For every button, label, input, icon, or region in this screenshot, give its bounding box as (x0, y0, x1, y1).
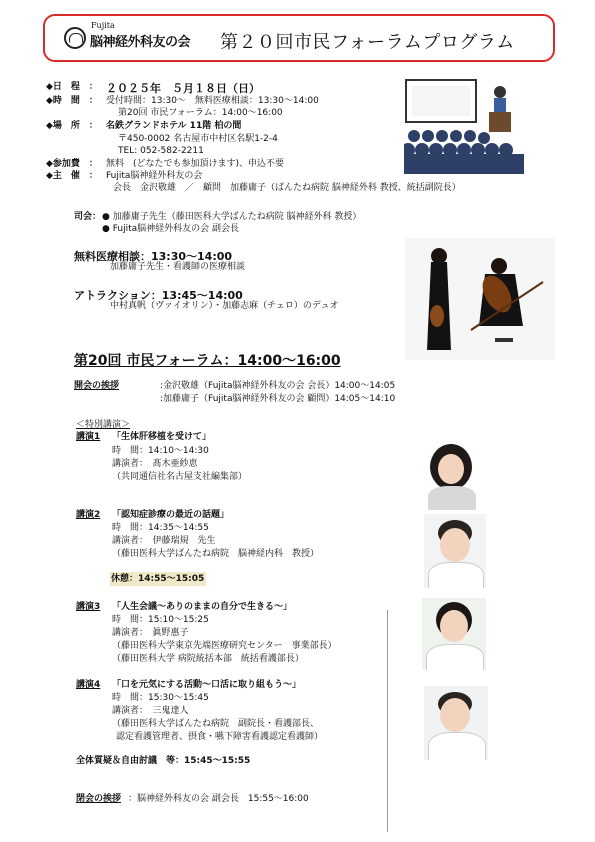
lecture-1-affiliation: （共同通信社名古屋支社編集部） (112, 472, 248, 482)
page-title: 第２０回市民フォーラムプログラム (220, 32, 515, 53)
divider-line (387, 610, 388, 832)
lecturer-2-photo (424, 514, 486, 588)
opening-line-2: :加藤庸子（Fujita脳神経外科友の会 顧問）14:05～14:10 (160, 394, 396, 404)
logo-small-text: Fujita (91, 21, 115, 30)
lecture-2-speaker: 講演者： 伊藤瑞規 先生 (112, 536, 216, 546)
logo-icon (64, 27, 86, 49)
opening-line-1: :金沢敬雄（Fujita脳神経外科友の会 会長）14:00～14:05 (160, 381, 396, 391)
lecture-1-label: 講演1 (76, 432, 101, 442)
place-line-3: TEL: 052-582-2211 (118, 146, 204, 156)
consult-title: 無料医療相談：13:30～14:00 (74, 250, 233, 263)
presentation-illustration-icon (404, 78, 524, 174)
attraction-title: アトラクション：13:45～14:00 (74, 289, 243, 302)
lecture-3-label: 講演3 (76, 602, 101, 612)
lecture-2-title: 「認知症診療の最近の話題」 (112, 510, 230, 520)
lecture-4-affiliation-2: 認定看護管理者、摂食・嚥下障害看護認定看護師） (116, 732, 324, 742)
host-line-2: 会長 金沢敬雄 ／ 顧問 加藤庸子（ばんたね病院 脳神経外科 教授、統括副院長） (113, 183, 461, 193)
lecturer-4-photo (424, 686, 488, 760)
lecture-1-title: 「生体肝移植を受けて」 (112, 432, 212, 442)
lecture-3-affiliation-1: （藤田医科大学東京先端医療研究センター 事業部長） (112, 641, 337, 651)
lecture-4-time: 時 間：15:30～15:45 (112, 693, 209, 703)
fee-label: ◆参加費 ： (46, 159, 98, 169)
closing-text: ：脳神経外科友の会 副会長 15:55～16:00 (128, 794, 309, 804)
lecturer-1-photo (422, 440, 482, 510)
time-line-2: 第20回 市民フォーラム：14:00～16:00 (118, 108, 283, 118)
lecture-3-title: 「人生会議～ありのままの自分で生きる～」 (112, 602, 293, 612)
lecture-4-label: 講演4 (76, 680, 101, 690)
place-line-2: 〒450-0002 名古屋市中村区名駅1-2-4 (118, 134, 278, 144)
consult-desc: 加藤庸子先生・看護師の医療相談 (110, 262, 246, 272)
date-value: ２０２５年 ５月１８日（日） (106, 82, 260, 95)
lecture-2-label: 講演2 (76, 510, 101, 520)
lecture-4-speaker: 講演者： 三鬼達人 (112, 706, 189, 716)
break-time: 休憩：14:55～15:05 (111, 574, 205, 584)
place-label: ◆場 所 ： (46, 121, 98, 131)
lecture-1-time: 時 間：14:10～14:30 (112, 446, 209, 456)
musicians-photo (405, 238, 555, 360)
mc-label: 司会： (74, 212, 102, 222)
time-label: ◆時 間 ： (46, 96, 98, 106)
time-line-1: 受付時間：13:30～ 無料医療相談：13:30～14:00 (106, 96, 319, 106)
mc-line-1: ● 加藤庸子先生（藤田医科大学ばんたね病院 脳神経外科 教授） (102, 212, 362, 222)
fee-value: 無料 (どなたでも参加頂けます)、申込不要 (106, 159, 285, 169)
attraction-desc: 中村真帆（ヴァイオリン）・加藤志麻（チェロ）のデュオ (110, 301, 339, 311)
special-lecture-heading: ＜特別講演＞ (76, 420, 131, 430)
lecturer-3-photo (422, 598, 486, 670)
lecture-3-time: 時 間：15:10～15:25 (112, 615, 209, 625)
opening-label: 開会の挨拶 (74, 381, 120, 391)
qa-discussion: 全体質疑＆自由討議 等：15:45～15:55 (76, 756, 251, 766)
closing-label: 閉会の挨拶 (76, 794, 122, 804)
lecture-2-time: 時 間：14:35～14:55 (112, 523, 209, 533)
lecture-3-speaker: 講演者： 眞野惠子 (112, 628, 189, 638)
place-line-1: 名鉄グランドホテル 11階 柏の間 (106, 121, 242, 131)
lecture-3-affiliation-2: （藤田医科大学 病院統括本部 統括看護部長） (112, 654, 304, 664)
organization-logo (64, 23, 204, 53)
mc-line-2: ● Fujita脳神経外科友の会 副会長 (102, 224, 240, 234)
lecture-2-affiliation: （藤田医科大学ばんたね病院 脳神経内科 教授） (112, 549, 320, 559)
lecture-1-speaker: 講演者： 髙木亜紗恵 (112, 459, 198, 469)
logo-name: 脳神経外科友の会 (90, 35, 191, 50)
forum-title: 第20回 市民フォーラム：14:00～16:00 (74, 353, 341, 369)
lecture-4-title: 「口を元気にする活動～口活に取り組もう～」 (112, 680, 302, 690)
date-label: ◆日 程 ： (46, 82, 98, 92)
lecture-4-affiliation-1: （藤田医科大学ばんたね病院 副院長・看護部長、 (112, 719, 320, 729)
host-label: ◆主 催 ： (46, 171, 98, 181)
host-line-1: Fujita脳神経外科友の会 (106, 171, 203, 181)
